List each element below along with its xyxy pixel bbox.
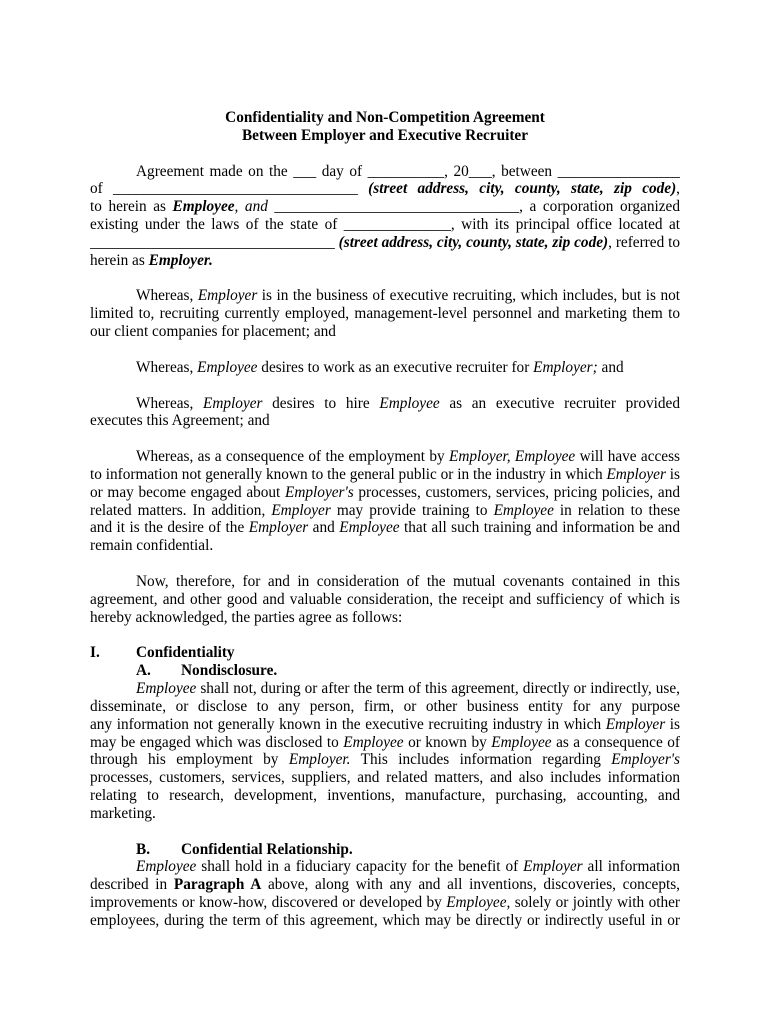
text-run: of ________________________________ xyxy=(90,180,369,198)
text-run: agreement, and other good and valuable consideration, the receipt and sufficiency of which is xyxy=(90,590,680,608)
paragraph xyxy=(90,359,680,377)
emphasized-text: Employee xyxy=(493,501,554,519)
text-line xyxy=(90,359,680,377)
text-run: any information not generally known in the executive recruiting industry in which xyxy=(90,715,606,733)
text-run: desires to work as an executive recruiter for xyxy=(257,358,534,376)
text-line xyxy=(90,876,680,894)
section-title: Nondisclosure. xyxy=(181,662,278,680)
text-line xyxy=(90,894,680,912)
section-heading xyxy=(90,644,680,662)
text-line xyxy=(90,163,680,181)
text-run: limited to, recruiting currently employed, management-level personnel and marketing them to xyxy=(90,305,680,323)
text-line xyxy=(90,609,680,627)
text-line xyxy=(90,448,680,466)
text-line xyxy=(90,734,680,752)
text-line xyxy=(90,680,680,698)
emphasized-text: Employer, Employee xyxy=(448,448,576,466)
emphasized-text: Employee xyxy=(491,733,552,751)
text-line xyxy=(90,412,680,430)
text-line xyxy=(90,769,680,787)
section-title: Confidentiality xyxy=(136,644,235,662)
document-title: Confidentiality and Non-Competition Agreement xyxy=(225,109,545,126)
document-body xyxy=(90,145,680,930)
text-run: and xyxy=(597,358,624,376)
emphasized-text: Employee xyxy=(339,519,400,537)
emphasized-text: Employee xyxy=(379,394,440,412)
paragraph xyxy=(90,448,680,555)
section-number: A. xyxy=(136,662,151,680)
emphasized-text: Employer's xyxy=(611,751,680,769)
emphasized-text: Employer. xyxy=(288,751,351,769)
emphasized-text: Employer xyxy=(271,501,331,519)
text-run: executes this Agreement; and xyxy=(90,412,270,430)
emphasized-text: Employer xyxy=(203,394,263,412)
text-line xyxy=(90,573,680,591)
text-run: Whereas, xyxy=(136,394,203,412)
section-number: B. xyxy=(136,840,151,858)
text-run: , referred to xyxy=(608,233,680,251)
section-number: I. xyxy=(90,644,100,662)
text-run: will have access xyxy=(575,448,680,466)
text-line xyxy=(90,519,680,537)
text-run: or may become engaged about xyxy=(90,483,285,501)
text-line xyxy=(90,305,680,323)
text-run: to information not generally known to the general public or in the industry in which xyxy=(90,465,607,483)
emphasized-text: Employer. xyxy=(148,251,213,269)
text-run: remain confidential. xyxy=(90,537,214,555)
emphasized-text: Employer xyxy=(248,519,309,537)
text-run: is xyxy=(665,465,680,483)
text-run: or known by xyxy=(403,733,492,751)
emphasized-text: Employer's xyxy=(285,483,354,501)
paragraph xyxy=(90,573,680,627)
text-line xyxy=(90,591,680,609)
text-run: as an executive recruiter provided xyxy=(439,394,680,412)
text-run: as a consequence of xyxy=(556,733,680,751)
text-line xyxy=(90,912,680,930)
text-run: and it is the desire of the xyxy=(90,519,249,537)
emphasized-text: Employee xyxy=(172,198,235,216)
document-page xyxy=(90,109,680,930)
text-run: herein as xyxy=(90,251,149,269)
text-run: This includes information regarding xyxy=(350,751,612,769)
emphasized-text: Employee xyxy=(136,858,197,876)
text-line xyxy=(90,466,680,484)
text-line xyxy=(90,484,680,502)
text-run: above, along with any and all inventions, discoveries, concepts, xyxy=(267,876,680,894)
text-run: solely or jointly with other xyxy=(510,894,680,912)
text-line xyxy=(90,180,680,198)
section-title: Confidential Relationship. xyxy=(181,840,353,858)
text-run: disseminate, or disclose to any person, firm, or other business entity for any purpose xyxy=(90,697,680,715)
text-run: employees, during the term of this agreement, which may be directly or indirectly useful in or xyxy=(90,911,680,929)
text-run: desires to hire xyxy=(262,394,380,412)
emphasized-text: Employer xyxy=(197,287,258,305)
paragraph xyxy=(90,163,680,270)
text-line xyxy=(90,252,680,270)
text-run: Whereas, xyxy=(136,287,198,305)
emphasized-text: Employee xyxy=(343,733,404,751)
text-line xyxy=(90,287,680,305)
text-line xyxy=(90,698,680,716)
text-run: Whereas, xyxy=(136,358,198,376)
text-run: ________________________________, a corporation organized xyxy=(274,198,680,216)
emphasized-text: Employee, xyxy=(446,894,511,912)
text-run: shall hold in a fiduciary capacity for the benefit of xyxy=(196,858,524,876)
text-run: existing under the laws of the state of ______________, with its principal office located at xyxy=(90,216,680,234)
emphasized-text: Employee xyxy=(136,680,197,697)
text-run: that all such training and information be and xyxy=(399,519,680,537)
document-subtitle: Between Employer and Executive Recruiter xyxy=(241,126,529,144)
text-line xyxy=(90,395,680,413)
paragraph xyxy=(90,680,680,823)
text-run: marketing. xyxy=(90,804,156,822)
text-line xyxy=(90,234,680,252)
text-run: through his employment by xyxy=(90,751,289,769)
paragraph xyxy=(90,858,680,929)
text-line xyxy=(90,787,680,805)
text-run: may provide training to xyxy=(330,501,494,519)
text-run: may be engaged which was disclosed to xyxy=(90,733,344,751)
text-run: and xyxy=(308,519,340,537)
emphasized-text: Employer xyxy=(606,465,666,483)
paragraph xyxy=(90,395,680,431)
text-run: , xyxy=(676,180,680,198)
emphasized-text: Employee xyxy=(197,358,258,376)
text-line xyxy=(90,805,680,823)
text-run: hereby acknowledged, the parties agree as follows: xyxy=(90,608,403,626)
text-line xyxy=(90,858,680,876)
text-run: processes, customers, services, suppliers, and related matters, and also includes information xyxy=(90,769,680,787)
emphasized-text: (street address, city, county, state, zip code) xyxy=(368,180,677,198)
text-run: is xyxy=(669,715,680,733)
text-run: all information xyxy=(582,858,680,876)
text-run: related matters. In addition, xyxy=(90,501,272,519)
text-line xyxy=(90,537,680,555)
text-run: is in the business of executive recruiting, which includes, but is not xyxy=(257,287,680,305)
text-run: relating to research, development, inventions, manufacture, purchasing, accounting, and xyxy=(90,787,680,805)
emphasized-text: , and xyxy=(234,198,275,216)
text-line xyxy=(90,751,680,769)
text-run: shall not, during or after the term of this agreement, directly or indirectly, use, xyxy=(196,680,680,697)
text-line xyxy=(90,323,680,341)
text-run: to herein as xyxy=(90,198,173,216)
text-run: described in xyxy=(90,876,174,894)
emphasized-text: Employer; xyxy=(533,358,598,376)
text-run: Whereas, as a consequence of the employment by xyxy=(136,448,449,466)
paragraph xyxy=(90,287,680,341)
text-run: ________________________________ xyxy=(90,233,339,251)
emphasized-text: Employer xyxy=(605,715,666,733)
text-line xyxy=(90,216,680,234)
text-line xyxy=(90,198,680,216)
subsection-heading xyxy=(90,841,680,859)
text-run: Now, therefore, for and in consideration of the mutual covenants contained in this xyxy=(136,572,680,590)
emphasized-text: (street address, city, county, state, zip code) xyxy=(338,233,609,251)
text-run: processes, customers, services, pricing policies, and xyxy=(353,483,680,501)
text-line xyxy=(90,716,680,734)
emphasized-text: Employer xyxy=(523,858,583,876)
emphasized-text: Paragraph A xyxy=(173,876,262,894)
text-run: improvements or know-how, discovered or developed by xyxy=(90,894,447,912)
text-line xyxy=(90,502,680,520)
text-run: our client companies for placement; and xyxy=(90,323,336,341)
text-run: in relation to these xyxy=(559,501,680,519)
subsection-heading xyxy=(90,662,680,680)
text-run: Agreement made on the ___ day of __________, 20___, between ________________ xyxy=(136,162,680,180)
